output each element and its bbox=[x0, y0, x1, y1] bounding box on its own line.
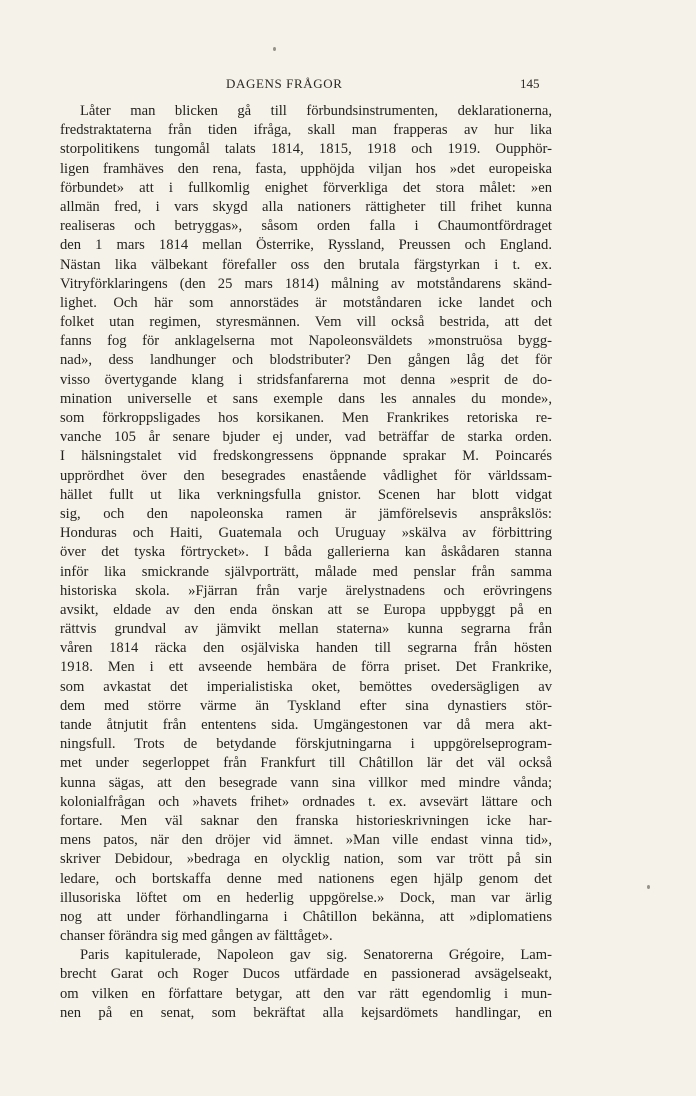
text-line: förbundet» att i fullkomlig enighet förverkliga det stora målet: »en bbox=[60, 179, 552, 196]
text-line: sig, och den napoleonska ramen är jämförelsevis anspråkslös: bbox=[60, 505, 552, 522]
text-line: om vilken en författare betygar, att den var rätt egendomlig i mun- bbox=[60, 985, 552, 1002]
text-line: Vitryförklaringens (den 25 mars 1814) målning av motståndarens skänd- bbox=[60, 275, 552, 292]
text-line: mination universelle et sans exemple dans les annales du monde», bbox=[60, 390, 552, 407]
text-line: kolonialfrågan och »havets frihet» ordnades t. ex. avsevärt lättare och bbox=[60, 793, 552, 810]
text-line: Nästan lika välbekant förefaller oss den brutala färgstyrkan i t. ex. bbox=[60, 256, 552, 273]
text-line: ligen framhäves den rena, fasta, upphöjda viljan hos »det europeiska bbox=[60, 160, 552, 177]
text-line: som avkastat det imperialistiska oket, bemöttes ovedersägligen av bbox=[60, 678, 552, 695]
scan-speck bbox=[647, 885, 650, 889]
page-number: 145 bbox=[520, 76, 540, 91]
running-title: DAGENS FRÅGOR bbox=[226, 76, 343, 91]
text-line: avsikt, eldade av den enda önskan att se Europa uppbyggt på en bbox=[60, 601, 552, 618]
text-line: mens patos, när den dröjer vid ämnet. »Man ville endast vinna tid», bbox=[60, 832, 552, 849]
body-text bbox=[60, 102, 552, 1023]
text-line: folket utan regimen, styresmännen. Vem vill också bestrida, att det bbox=[60, 314, 552, 331]
text-line: storpolitikens tungomål talats 1814, 1815, 1918 och 1919. Oupphör- bbox=[60, 141, 552, 158]
text-line: upprördhet över den besegrades enastående vådlighet för världssam- bbox=[60, 467, 552, 484]
scan-speck bbox=[273, 47, 276, 51]
text-line: illusoriska löftet om en hederlig uppgörelse.» Dock, man var ärlig bbox=[60, 889, 552, 906]
text-line: nad», dess landhunger och blodstributer? Den gången låg det för bbox=[60, 352, 552, 369]
text-line: chanser förändra sig med gången av fälttåget». bbox=[60, 928, 333, 945]
text-line: realiseras och betryggas», såsom orden falla i Chaumontfördraget bbox=[60, 218, 552, 235]
text-line: nen på en senat, som bekräftat alla kejsardömets handlingar, en bbox=[60, 1004, 552, 1021]
text-line: den 1 mars 1814 mellan Österrike, Ryssland, Preussen och England. bbox=[60, 237, 552, 254]
text-line: I hälsningstalet vid fredskongressens öppnande sprakar M. Poincarés bbox=[60, 448, 552, 465]
text-line: fanns fog för anklagelserna mot Napoleonsväldets »monstruösa bygg- bbox=[60, 333, 552, 350]
text-line: fortare. Men väl saknar den franska historieskrivningen icke har- bbox=[60, 812, 552, 829]
text-line: rättvis grundval av jämvikt mellan staterna» kunna segrarna från bbox=[60, 621, 552, 638]
text-line: historiska skola. »Fjärran från varje ärelystnadens och erövringens bbox=[60, 582, 552, 599]
text-line: våren 1814 räcka den osjälviska handen till segrarna från hösten bbox=[60, 640, 552, 657]
text-line: allmän fred, i vars skygd alla nationers rättigheter till frihet kunna bbox=[60, 198, 552, 215]
text-line: dem med större värme än Tyskland efter sina dynastiers stör- bbox=[60, 697, 552, 714]
text-line: 1918. Men i ett avseende hembära de förra priset. Det Frankrike, bbox=[60, 659, 552, 676]
text-line: Honduras och Haiti, Guatemala och Uruguay »skälva av förbittring bbox=[60, 525, 552, 542]
text-line: nog att under förhandlingarna i Châtillon bekänna, att »diplomatiens bbox=[60, 908, 552, 925]
text-line: brecht Garat och Roger Ducos utfärdade en passionerad avsägelseakt, bbox=[60, 966, 552, 983]
text-line: tande åtnjutit från ententens sida. Umgängestonen var då mera akt- bbox=[60, 717, 552, 733]
text-line: över det tyska förtrycket». I båda gallerierna kan åskådaren stanna bbox=[60, 544, 552, 561]
text-line: kunna sägas, att den besegrade vann sina villkor med mindre vånda; bbox=[60, 774, 552, 791]
text-line: fredstraktaterna från tiden ifråga, skall man frapperas av hur lika bbox=[60, 122, 552, 139]
text-line: met under segerloppet från Frankfurt till Châtillon lär det väl också bbox=[60, 755, 552, 772]
text-line: vanche 105 år senare bjuder ej under, vad beträffar de starka orden. bbox=[60, 429, 552, 446]
text-line: Paris kapitulerade, Napoleon gav sig. Senatorerna Grégoire, Lam- bbox=[80, 947, 552, 964]
text-line: Låter man blicken gå till förbundsinstrumenten, deklarationerna, bbox=[80, 103, 552, 119]
text-line: ningsfull. Trots de betydande förskjutningarna i uppgörelseprogram- bbox=[60, 736, 552, 753]
text-line: hället fullt ut lika verkningsfulla gnistor. Scenen har blott vidgat bbox=[60, 486, 552, 503]
text-line: lighet. Och här som annorstädes är motståndaren icke landet och bbox=[60, 294, 552, 311]
text-line: ledare, och bortskaffa denne med nationens egen hjälp genom det bbox=[60, 870, 552, 887]
text-line: skriver Debidour, »bedraga en olycklig nation, som var trött på sin bbox=[60, 851, 552, 868]
text-line: inför lika smickrande självporträtt, målade med penslar från samma bbox=[60, 563, 552, 580]
running-head bbox=[0, 76, 696, 96]
text-line: visso övertygande klang i stridsfanfarerna mot denna »esprit de do- bbox=[60, 371, 552, 388]
text-line: som förkroppsligades hos korsikanen. Men Frankrikes retoriska re- bbox=[60, 410, 552, 426]
